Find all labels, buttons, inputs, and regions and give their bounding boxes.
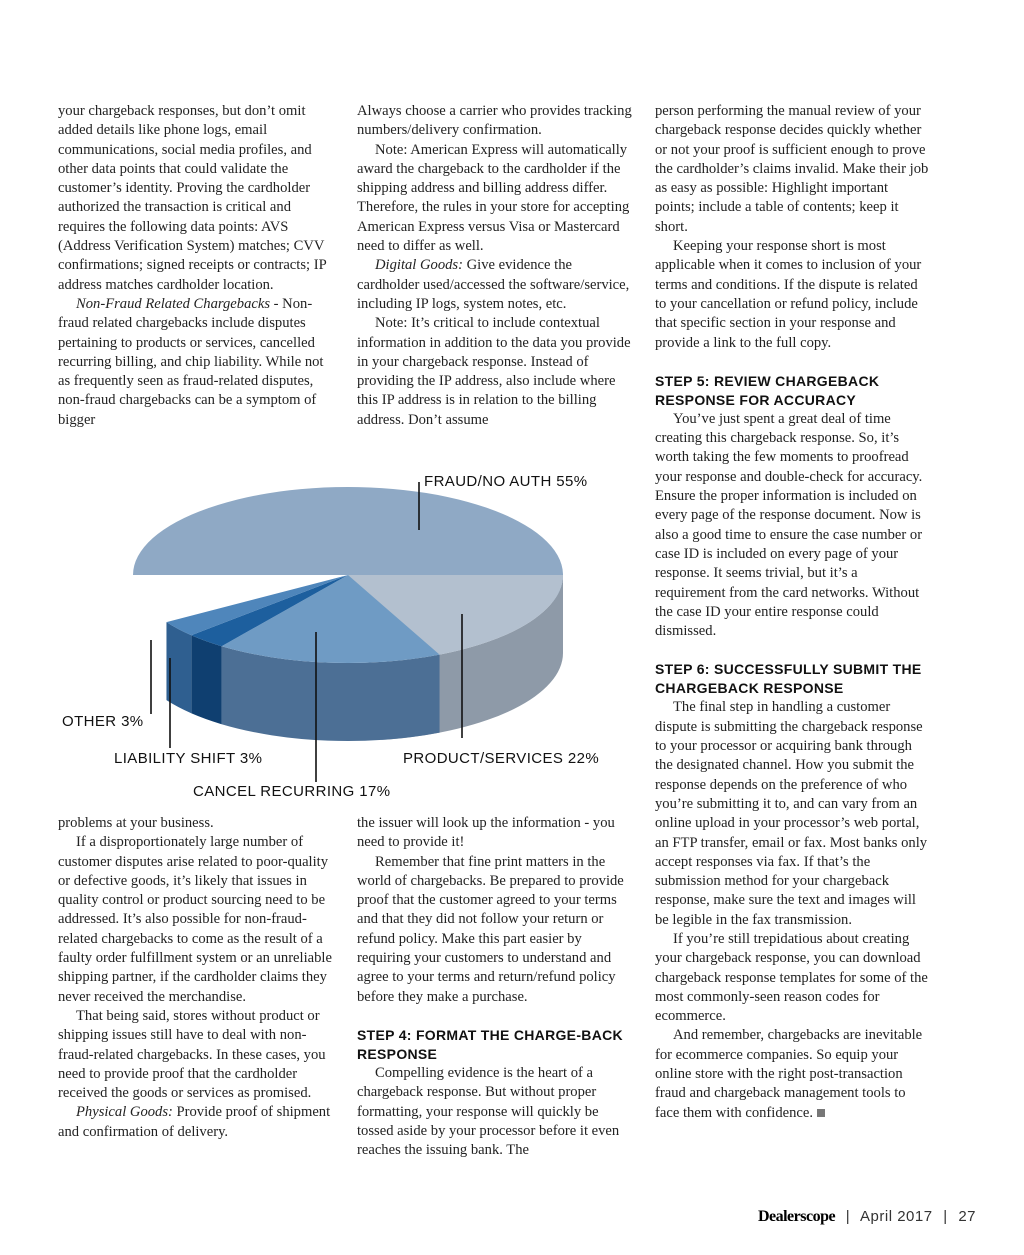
paragraph: Keeping your response short is most applicable when it comes to inclusion of your terms and conditions. If the dispute is related to your cancellation or refund policy, include that specific section in your response and provide a link to the full copy. xyxy=(655,238,922,351)
footer-separator: | xyxy=(845,1208,851,1225)
paragraph: You’ve just spent a great deal of time creating this chargeback response. So, it’s worth taking the few moments to proofread your response and double-check for accuracy. Ensure the proper information is included on every page of the response document. Now is also a good time to ensure the case number or case ID is included on every page of your response. It seems trivial, but it’s a requirement from the card networks. Without the case ID your entire response could dismissed. xyxy=(655,410,923,640)
paragraph: problems at your business. xyxy=(58,815,214,831)
slice-liability-side xyxy=(191,635,221,724)
paragraph-text: Give evidence the cardholder used/accessed the software/service, including IP logs, system notes, etc. xyxy=(357,257,630,312)
paragraph: Compelling evidence is the heart of a chargeback response. But without proper formatting, your response will quickly be tossed aside by your processor before it even reaches the issuing bank. The xyxy=(357,1064,620,1159)
slice-fraud-label: FRAUD/NO AUTH 55% xyxy=(424,473,588,490)
top-column-1 xyxy=(58,102,333,430)
step6-heading: STEP 6: SUCCESSFULLY SUBMIT THE CHARGEBACK RESPONSE xyxy=(655,661,922,697)
paragraph xyxy=(655,1026,930,1122)
paragraph xyxy=(357,256,632,314)
paragraph: Always choose a carrier who provides tracking numbers/delivery confirmation. xyxy=(357,103,632,139)
page-number: 27 xyxy=(958,1208,976,1225)
brand-logo: Dealerscope xyxy=(757,1208,836,1225)
end-mark-icon xyxy=(817,1109,825,1117)
paragraph xyxy=(58,295,333,430)
paragraph: That being said, stores without product or shipping issues still have to deal with non-fraud-related chargebacks. In these cases, you need to provide proof that the cardholder received the goods or services as promised. xyxy=(58,1007,326,1102)
subheading-inline: Non-Fraud Related Chargebacks - xyxy=(76,295,279,312)
page-footer xyxy=(758,1208,976,1226)
chargeback-pie-chart xyxy=(0,460,650,810)
slice-product-label: PRODUCT/SERVICES 22% xyxy=(403,750,600,767)
paragraph xyxy=(58,1103,333,1142)
issue-date: April 2017 xyxy=(860,1208,933,1225)
paragraph: Remember that fine print matters in the world of chargebacks. Be prepared to provide proof that the customer agreed to your terms and that they did not follow your return or refund policy. Make this part easier by requiring your customers to understand and agree to your terms and return/refund policy before they make a purchase. xyxy=(357,853,624,1005)
bottom-column-2 xyxy=(357,814,632,1160)
top-column-2 xyxy=(357,102,632,430)
right-column xyxy=(655,102,930,1123)
paragraph-text: And remember, chargebacks are inevitable for ecommerce companies. So equip your online store with the right post-transaction fraud and chargeback management tools to face them with confidence. xyxy=(655,1027,923,1121)
paragraph-text: Provide proof of shipment and confirmation of delivery. xyxy=(58,1104,331,1140)
slice-other-label: OTHER 3% xyxy=(62,713,144,730)
bottom-column-1 xyxy=(58,814,333,1142)
subheading-inline: Physical Goods: xyxy=(76,1104,173,1121)
paragraph: the issuer will look up the information - you need to provide it! xyxy=(357,815,615,851)
paragraph: If a disproportionately large number of customer disputes arise related to poor-quality or defective goods, it’s likely that issues in quality control or product sourcing need to be addressed. It’s also possible for non-fraud-related chargebacks to come as the result of a faulty order fulfillment system or an unreliable shipping partner, if the cardholder claims they never received the merchandise. xyxy=(58,834,332,1005)
paragraph: person performing the manual review of your chargeback response decides quickly whether or not your proof is sufficient enough to prove the cardholder’s claims invalid. Make their job as easy as possible: Highlight important points; include a table of contents; keep it short. xyxy=(655,103,929,235)
subheading-inline: Digital Goods: xyxy=(375,257,463,274)
paragraph: your chargeback responses, but don’t omit added details like phone logs, email communications, social media profiles, and other data points that could validate the customer’s identity. Proving the cardholder authorized the transaction is critical and requires the following data points: AVS (Address Verification System) matches; CVV confirmations; signed receipts or contracts; IP address matches cardholder location. xyxy=(58,103,327,293)
paragraph-text: Non-fraud related chargebacks include disputes pertaining to products or services, cancelled recurring billing, and chip liability. While not as frequently seen as fraud-related disputes, non-fraud chargebacks can be a symptom of bigger xyxy=(58,295,324,428)
paragraph: If you’re still trepidatious about creating your chargeback response, you can download chargeback response templates for some of the most commonly-seen reason codes for ecommerce. xyxy=(655,930,928,1025)
paragraph: The final step in handling a customer dispute is submitting the chargeback response to your processor or acquiring bank through the designated channel. How you submit the response depends on the preference of who you’re submitting it to, and can vary from an online upload in your processor’s web portal, an FTP transfer, email or fax. Most banks only accept responses via fax. If that’s the submission method for your chargeback response, make sure the text and images will be legible in the fax transmission. xyxy=(655,699,928,928)
slice-cancel-label: CANCEL RECURRING 17% xyxy=(193,783,391,800)
footer-separator: | xyxy=(943,1208,948,1225)
step4-heading: STEP 4: FORMAT THE CHARGE-BACK RESPONSE xyxy=(357,1026,623,1062)
slice-liability-label: LIABILITY SHIFT 3% xyxy=(114,750,263,767)
paragraph: Note: It’s critical to include contextual information in addition to the data you provide in your chargeback response. Instead of providing the IP address, also include where this IP address is in relation to the billing address. Don’t assume xyxy=(357,315,631,428)
paragraph: Note: American Express will automatically award the chargeback to the cardholder if the shipping address and billing address differ. Therefore, the rules in your store for accepting American Express versus Visa or Mastercard need to differ as well. xyxy=(357,141,630,255)
step5-heading: STEP 5: REVIEW CHARGEBACK RESPONSE FOR ACCURACY xyxy=(655,372,880,408)
